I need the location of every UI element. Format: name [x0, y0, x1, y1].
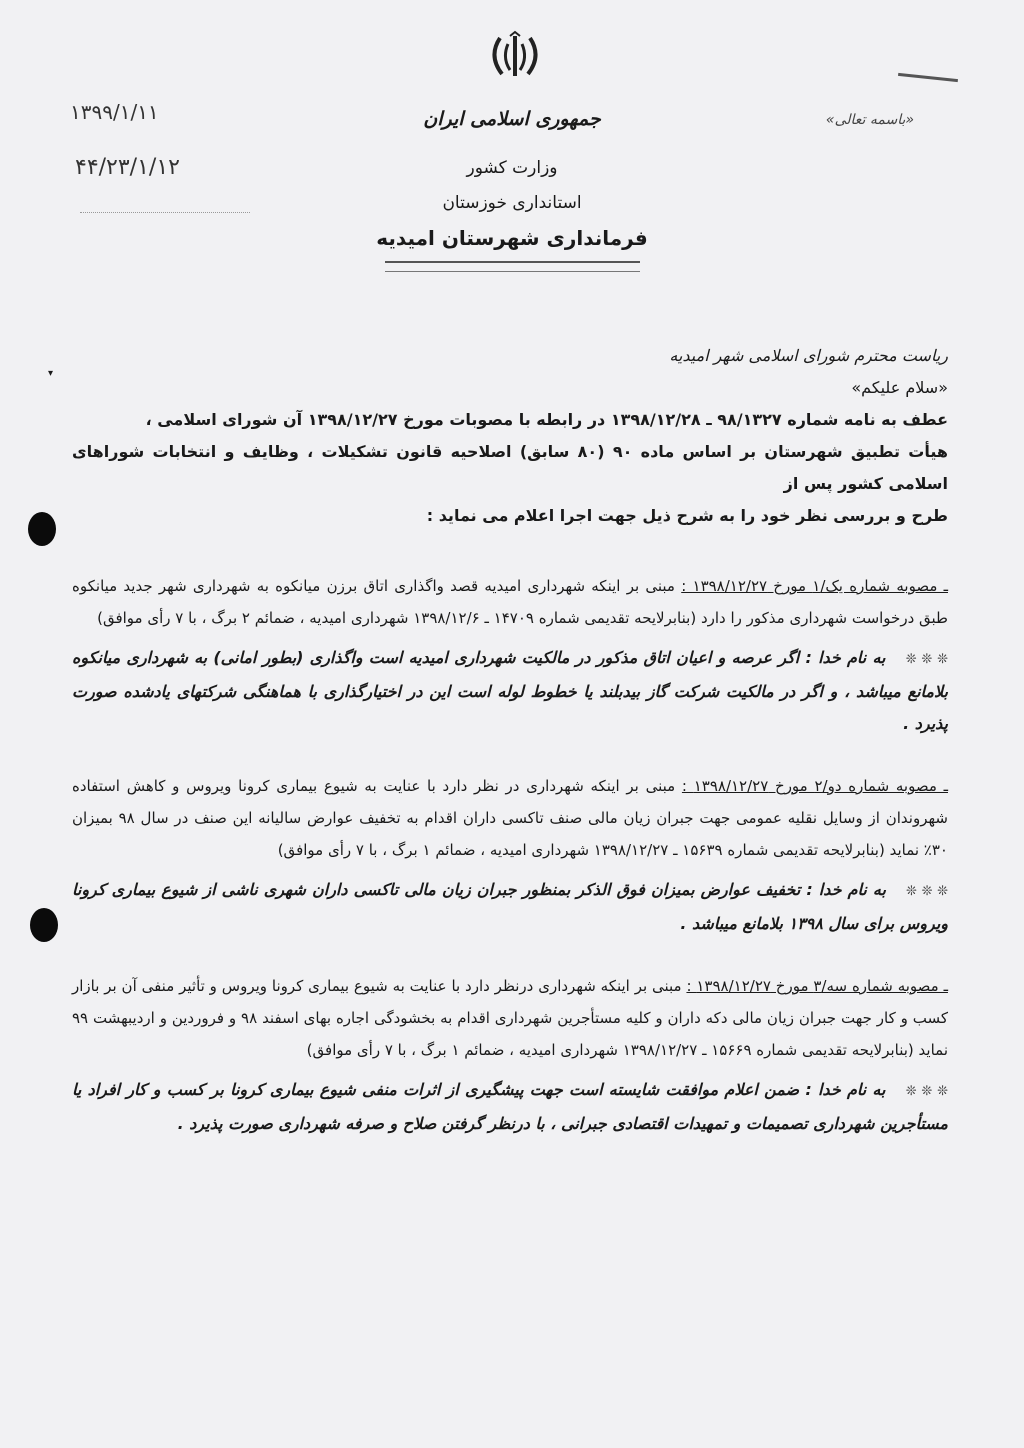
- resolution-3-line: مبنی بر اینکه شهرداری درنظر دارد با عنایت به شیوع بیماری کرونا ویروس و تأثیر: [179, 977, 682, 995]
- greeting: «سلام علیکم»: [851, 378, 948, 397]
- intro-line: هیأت تطبیق شهرستان بر اساس ماده ۹۰ (۸۰ سابق) اصلاحیه قانون تشکیلات ، وظایف و انتخابات شوراهای اسلامی کشور پس از: [72, 442, 948, 493]
- letter-body: [72, 340, 948, 1170]
- ornament-divider: [385, 261, 640, 272]
- stars-icon: ❊ ❊ ❊: [905, 1084, 948, 1099]
- handwritten-date: ۱۳۹۹/۱/۱۱: [70, 100, 159, 124]
- resolution-1-title: ـ مصوبه شماره یک/۱ مورخ ۱۳۹۸/۱۲/۲۷ :: [681, 577, 948, 595]
- resolution-2-title: ـ مصوبه شماره دو/۲ مورخ ۱۳۹۸/۱۲/۲۷ :: [681, 777, 948, 795]
- resolution-3-text: [72, 970, 948, 1066]
- resolution-1: [72, 570, 948, 740]
- resolution-2: [72, 770, 948, 940]
- resolution-1-text: [72, 570, 948, 634]
- stars-icon: ❊ ❊ ❊: [906, 884, 948, 899]
- intro-line: طرح و بررسی نظر خود را به شرح ذیل جهت اجرا اعلام می نماید :: [426, 506, 948, 525]
- resolution-3-line: ۹۸ و فروردین و اردیبهشت ۹۹ نماید (بنابرلایحه تقدیمی شماره ۱۵۶۶۹ ـ ۱۳۹۸/۱۲/۲۷ شهرداری امیدیه ، ضمائم ۱ برگ ، با ۷ رأی موافق): [72, 1009, 948, 1059]
- resolution-2-line: سال ۹۸ بمیزان ۳۰٪ نماید (بنابرلایحه تقدیمی شماره ۱۵۶۳۹ ـ ۱۳۹۸/۱۲/۲۷ شهرداری امیدیه ، ضمائم ۱ برگ ، با ۷ رأی موافق): [72, 809, 948, 859]
- resolution-1-line: جدید میانکوه طبق درخواست شهرداری مذکور را دارد (بنابرلایحه تقدیمی شماره ۱۴۷۰۹ ـ ۱۳۹۸/۱۲/۶ شهرداری امیدیه ، ضمائم ۲ برگ ،: [72, 577, 948, 627]
- office-title: فرمانداری شهرستان امیدیه: [376, 226, 648, 250]
- resolution-3-title: ـ مصوبه شماره سه/۳ مورخ ۱۳۹۸/۱۲/۲۷ :: [686, 977, 948, 995]
- resolution-2-text: [72, 770, 948, 866]
- resolution-1-vote: با ۷ رأی موافق): [97, 609, 197, 627]
- pen-stroke: [898, 73, 958, 82]
- resolution-2-line: استفاده شهروندان از وسایل نقلیه عمومی جهت جبران زیان مالی صنف تاکسی داران اقدام به تخفیف عوارض سالیانه این صنف در: [72, 777, 948, 827]
- resolution-3-line: منفی آن بر بازار کسب و کار جهت جبران زیان مالی دکه داران و کلیه مستأجرین شهرداری اقدام به بخشودگی اجاره بهای اسفند: [72, 977, 948, 1027]
- handwritten-number: ۴۴/۲۳/۱/۱۲: [75, 155, 180, 180]
- country-title: جمهوری اسلامی ایران: [423, 108, 601, 130]
- resolution-1-line: مبنی بر اینکه شهرداری امیدیه قصد واگذاری اتاق برزن میانکوه به شهرداری شهر: [158, 577, 675, 595]
- resolution-3-ruling: ❊ ❊ ❊ به نام خدا : ضمن اعلام موافقت شایسته است جهت پیشگیری از اثرات منفی شیوع بیماری کرونا بر کسب و کار افراد یا مستأجرین شهرداری تصمیمات و تمهیدات اقتصادی جبرانی ، با درنظر گرفتن صلاح و صرفه شهرداری صورت پذیرد .: [72, 1080, 948, 1133]
- iran-emblem-icon: [486, 30, 544, 82]
- intro-line: عطف به نامه شماره ۹۸/۱۳۲۷ ـ ۱۳۹۸/۱۲/۲۸ در رابطه با مصوبات مورخ ۱۳۹۸/۱۲/۲۷ آن شورای اسلامی ،: [145, 410, 948, 429]
- ministry: وزارت کشور: [466, 158, 558, 178]
- province: استانداری خوزستان: [442, 193, 582, 213]
- resolution-3: [72, 970, 948, 1140]
- margin-mark: ▾: [48, 368, 54, 379]
- resolution-2-line: مبنی بر اینکه شهرداری در نظر دارد با عنایت به شیوع بیماری کرونا ویروس و کاهش: [126, 777, 676, 795]
- punch-hole: [30, 908, 58, 942]
- stars-icon: ❊ ❊ ❊: [905, 652, 949, 667]
- resolution-2-ruling: ❊ ❊ ❊ به نام خدا : تخفیف عوارض بمیزان فوق الذکر بمنظور جبران زیان مالی تاکسی داران شهری ناشی از شیوع بیماری کرونا ویروس برای سال ۱۳۹۸ بلامانع میباشد .: [72, 880, 948, 933]
- resolution-1-ruling: ❊ ❊ ❊ به نام خدا : اگر عرصه و اعیان اتاق مذکور در مالکیت شهرداری امیدیه است واگذاری (بطور امانی) به شهرداری میانکوه بلامانع میباشد ، و اگر در مالکیت شرکت گاز بیدبلند یا خطوط لوله است این در اختیارگذاری با هماهنگی شرکتهای یادشده صورت پذیرد .: [72, 648, 949, 733]
- intro-paragraph: [72, 404, 948, 532]
- punch-hole: [28, 512, 56, 546]
- invocation: «باسمه تعالی»: [825, 112, 914, 128]
- addressee: ریاست محترم شورای اسلامی شهر امیدیه: [669, 346, 948, 365]
